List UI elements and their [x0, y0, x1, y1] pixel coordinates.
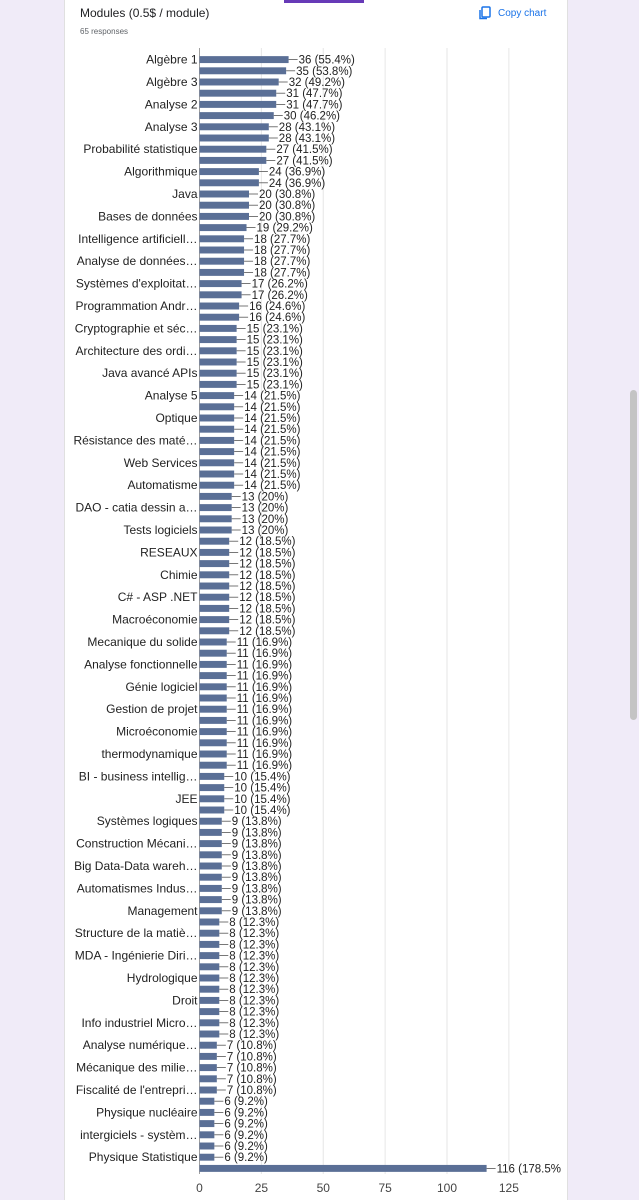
- copy-chart-label: Copy chart: [498, 7, 547, 19]
- value-label: 12 (18.5%): [239, 547, 296, 560]
- bar[interactable]: [200, 795, 225, 802]
- value-label: 6 (9.2%): [224, 1129, 268, 1142]
- value-label: 14 (21.5%): [244, 480, 301, 493]
- category-label: Systèmes d'exploitat…: [75, 276, 198, 291]
- value-label: 12 (18.5%): [239, 614, 296, 627]
- bar[interactable]: [200, 1098, 215, 1105]
- bar[interactable]: [200, 784, 225, 791]
- category-label: Hydrologique: [126, 971, 198, 985]
- bar[interactable]: [200, 303, 240, 310]
- value-label: 7 (10.8%): [226, 1073, 277, 1086]
- category-label: Algorithmique: [124, 164, 198, 179]
- bar[interactable]: [200, 616, 230, 623]
- value-label: 11 (16.9%): [236, 760, 293, 773]
- value-label: 8 (12.3%): [229, 1029, 280, 1041]
- bar[interactable]: [200, 807, 225, 814]
- value-label: 9 (13.8%): [231, 905, 282, 918]
- bar[interactable]: [200, 101, 277, 108]
- value-label: 14 (21.5%): [244, 457, 301, 470]
- category-label: Java: [172, 187, 198, 201]
- bar[interactable]: [200, 751, 227, 758]
- bar[interactable]: [200, 415, 235, 422]
- bar[interactable]: [200, 459, 235, 466]
- bar[interactable]: [200, 739, 227, 746]
- value-label: 6 (9.2%): [224, 1107, 268, 1120]
- bar[interactable]: [200, 1165, 487, 1172]
- bar[interactable]: [200, 359, 237, 366]
- value-label: 14 (21.5%): [244, 469, 301, 481]
- value-label: 11 (16.9%): [236, 659, 293, 672]
- value-label: 11 (16.9%): [236, 737, 293, 750]
- category-label: Droit: [172, 993, 198, 1008]
- value-label: 13 (20%): [241, 513, 289, 526]
- bar[interactable]: [200, 504, 232, 511]
- bar[interactable]: [200, 997, 220, 1004]
- category-label: thermodynamique: [101, 747, 198, 761]
- bar[interactable]: [200, 191, 250, 198]
- bar[interactable]: [200, 314, 240, 321]
- bar[interactable]: [200, 90, 277, 97]
- value-label: 11 (16.9%): [236, 704, 293, 717]
- bar[interactable]: [200, 403, 235, 410]
- value-label: 11 (16.9%): [236, 648, 293, 661]
- category-label: Architecture des ordi…: [75, 343, 198, 358]
- bar[interactable]: [200, 661, 227, 668]
- category-label: Tests logiciels: [123, 523, 198, 537]
- category-label: Génie logiciel: [125, 679, 198, 694]
- bar[interactable]: [200, 896, 222, 903]
- x-tick-label: 125: [498, 1181, 519, 1195]
- bar[interactable]: [200, 907, 222, 914]
- value-label: 31 (47.7%): [286, 99, 343, 112]
- x-tick-label: 0: [196, 1181, 203, 1195]
- category-label: Chimie: [160, 567, 198, 582]
- value-label: 11 (16.9%): [236, 726, 293, 739]
- category-label: Big Data-Data wareh…: [74, 859, 198, 873]
- category-label: Intelligence artificiell…: [78, 231, 198, 246]
- bar[interactable]: [200, 1064, 217, 1071]
- bar[interactable]: [200, 560, 230, 567]
- bar[interactable]: [200, 1131, 215, 1138]
- value-label: 10 (15.4%): [234, 771, 291, 784]
- value-label: 14 (21.5%): [244, 446, 301, 459]
- value-label: 15 (23.1%): [246, 345, 303, 358]
- bar[interactable]: [200, 840, 222, 847]
- bar[interactable]: [200, 639, 227, 646]
- category-label: Construction Mécani…: [76, 836, 198, 851]
- value-label: 24 (36.9%): [268, 177, 326, 190]
- value-label: 8 (12.3%): [229, 1006, 280, 1019]
- value-label: 9 (13.8%): [231, 883, 282, 896]
- category-label: BI - business intellig…: [78, 769, 198, 784]
- bar[interactable]: [200, 963, 220, 970]
- bar[interactable]: [200, 370, 237, 377]
- category-label: Macroéconomie: [112, 612, 198, 627]
- category-label: Probabilité statistique: [83, 142, 198, 157]
- bar[interactable]: [200, 571, 230, 578]
- value-label: 36 (55.4%): [298, 54, 355, 67]
- bar[interactable]: [200, 269, 245, 276]
- value-label: 12 (18.5%): [239, 603, 296, 616]
- bar[interactable]: [200, 235, 245, 242]
- bar[interactable]: [200, 448, 235, 455]
- bar[interactable]: [200, 1008, 220, 1015]
- value-label: 7 (10.8%): [226, 1051, 277, 1064]
- value-label: 13 (20%): [241, 491, 289, 504]
- bar[interactable]: [200, 482, 235, 489]
- bar[interactable]: [200, 1053, 217, 1060]
- x-tick-label: 25: [254, 1181, 269, 1195]
- bar[interactable]: [200, 885, 222, 892]
- category-label: Algèbre 3: [146, 75, 198, 89]
- value-label: 27 (41.5%): [276, 155, 333, 168]
- value-label: 12 (18.5%): [239, 592, 296, 605]
- value-label: 6 (9.2%): [224, 1141, 268, 1153]
- value-label: 18 (27.7%): [254, 267, 311, 280]
- bar[interactable]: [200, 325, 237, 332]
- bar[interactable]: [200, 941, 220, 948]
- bar[interactable]: [200, 605, 230, 612]
- bar[interactable]: [200, 952, 220, 959]
- bar[interactable]: [200, 650, 227, 657]
- value-label: 15 (23.1%): [246, 379, 303, 392]
- value-label: 19 (29.2%): [256, 222, 313, 235]
- bar[interactable]: [200, 874, 222, 881]
- value-label: 6 (9.2%): [224, 1118, 268, 1131]
- value-label: 17 (26.2%): [251, 278, 308, 291]
- category-label: Gestion de projet: [106, 702, 198, 717]
- value-label: 13 (20%): [241, 502, 289, 515]
- bar[interactable]: [200, 146, 267, 153]
- bar[interactable]: [200, 1042, 217, 1049]
- bar[interactable]: [200, 247, 245, 254]
- bar[interactable]: [200, 336, 237, 343]
- x-tick-label: 50: [316, 1181, 330, 1195]
- category-label: Résistance des maté…: [73, 433, 198, 448]
- value-label: 14 (21.5%): [244, 413, 301, 425]
- bar[interactable]: [200, 291, 242, 298]
- value-label: 11 (16.9%): [236, 749, 293, 761]
- category-label: Automatismes Indus…: [76, 881, 198, 896]
- value-label: 10 (15.4%): [234, 782, 291, 795]
- value-label: 12 (18.5%): [239, 569, 296, 582]
- bar[interactable]: [200, 1087, 217, 1094]
- bar[interactable]: [200, 392, 235, 399]
- bar[interactable]: [200, 437, 235, 444]
- value-label: 27 (41.5%): [276, 144, 333, 157]
- value-label: 11 (16.9%): [236, 670, 293, 683]
- bar[interactable]: [200, 280, 242, 287]
- category-label: DAO - catia dessin a…: [75, 500, 198, 515]
- value-label: 20 (30.8%): [259, 189, 316, 201]
- value-label: 15 (23.1%): [246, 334, 303, 347]
- bar[interactable]: [200, 56, 289, 63]
- category-label: Analyse 5: [144, 388, 198, 403]
- bar[interactable]: [200, 538, 230, 545]
- bar[interactable]: [200, 1143, 215, 1150]
- value-label: 8 (12.3%): [229, 1017, 280, 1030]
- category-label: Web Services: [123, 455, 198, 470]
- value-label: 15 (23.1%): [246, 368, 303, 381]
- value-label: 8 (12.3%): [229, 961, 280, 974]
- value-label: 6 (9.2%): [224, 1096, 268, 1109]
- category-label: Systèmes logiques: [96, 814, 198, 829]
- value-label: 7 (10.8%): [226, 1062, 277, 1075]
- category-label: Mécanique des milie…: [76, 1060, 198, 1075]
- bar[interactable]: [200, 168, 259, 175]
- value-label: 28 (43.1%): [278, 133, 336, 145]
- category-label: Management: [127, 903, 198, 918]
- bar[interactable]: [200, 717, 227, 724]
- bar[interactable]: [200, 471, 235, 478]
- bar[interactable]: [200, 381, 237, 388]
- bar[interactable]: [200, 829, 222, 836]
- bar[interactable]: [200, 1075, 217, 1082]
- bar[interactable]: [200, 818, 222, 825]
- value-label: 12 (18.5%): [239, 536, 296, 549]
- bar[interactable]: [200, 919, 220, 926]
- value-label: 11 (16.9%): [236, 681, 293, 694]
- category-label: Analyse 2: [144, 97, 198, 112]
- value-label: 16 (24.6%): [249, 312, 306, 325]
- bar[interactable]: [200, 179, 259, 186]
- value-label: 32 (49.2%): [288, 77, 345, 89]
- bar[interactable]: [200, 202, 250, 209]
- category-label: Automatisme: [127, 478, 198, 493]
- value-label: 10 (15.4%): [234, 793, 291, 806]
- category-label: Bases de données: [98, 209, 198, 224]
- value-label: 20 (30.8%): [259, 211, 316, 224]
- value-label: 8 (12.3%): [229, 973, 280, 985]
- category-label: Analyse numérique…: [82, 1038, 198, 1053]
- value-label: 14 (21.5%): [244, 390, 301, 403]
- bar[interactable]: [200, 515, 232, 522]
- value-label: 9 (13.8%): [231, 861, 282, 873]
- value-label: 18 (27.7%): [254, 233, 311, 246]
- bar[interactable]: [200, 986, 220, 993]
- bar[interactable]: [200, 583, 230, 590]
- value-label: 20 (30.8%): [259, 200, 316, 213]
- value-label: 12 (18.5%): [239, 581, 296, 593]
- x-tick-label: 75: [378, 1181, 392, 1195]
- value-label: 7 (10.8%): [226, 1085, 277, 1097]
- bar[interactable]: [200, 594, 230, 601]
- bar[interactable]: [200, 1031, 220, 1038]
- question-title: Modules (0.5$ / module): [80, 6, 210, 20]
- value-label: 24 (36.9%): [268, 166, 326, 179]
- value-label: 6 (9.2%): [224, 1152, 268, 1165]
- bar[interactable]: [200, 549, 230, 556]
- bar[interactable]: [200, 1120, 215, 1127]
- value-label: 11 (16.9%): [236, 715, 293, 728]
- category-label: RESEAUX: [140, 545, 198, 560]
- category-label: Microéconomie: [116, 724, 198, 739]
- value-label: 116 (178.5%: [496, 1163, 561, 1176]
- value-label: 11 (16.9%): [236, 637, 293, 649]
- value-label: 35 (53.8%): [296, 65, 353, 78]
- value-label: 8 (12.3%): [229, 917, 280, 929]
- bar[interactable]: [200, 706, 227, 713]
- value-label: 9 (13.8%): [231, 838, 282, 851]
- category-label: intergiciels - systèm…: [80, 1127, 198, 1142]
- value-label: 12 (18.5%): [239, 625, 296, 638]
- value-label: 11 (16.9%): [236, 693, 293, 705]
- category-label: JEE: [175, 791, 198, 806]
- response-count: 65 responses: [80, 27, 129, 36]
- value-label: 15 (23.1%): [246, 323, 303, 336]
- category-label: Physique nucléaire: [96, 1105, 198, 1120]
- bar[interactable]: [200, 79, 279, 86]
- value-label: 14 (21.5%): [244, 435, 301, 448]
- category-label: C# - ASP .NET: [117, 590, 198, 605]
- value-label: 8 (12.3%): [229, 984, 280, 997]
- bar[interactable]: [200, 672, 227, 679]
- value-label: 8 (12.3%): [229, 950, 280, 963]
- bar[interactable]: [200, 773, 225, 780]
- bar[interactable]: [200, 224, 247, 231]
- value-label: 8 (12.3%): [229, 939, 280, 952]
- bar[interactable]: [200, 527, 232, 534]
- value-label: 9 (13.8%): [231, 872, 282, 885]
- value-label: 30 (46.2%): [283, 110, 341, 123]
- category-label: Analyse fonctionnelle: [84, 657, 198, 672]
- value-label: 14 (21.5%): [244, 401, 301, 414]
- category-label: Physique Statistique: [88, 1150, 198, 1165]
- value-label: 18 (27.7%): [254, 245, 311, 257]
- bar[interactable]: [200, 975, 220, 982]
- value-label: 17 (26.2%): [251, 289, 308, 302]
- bar[interactable]: [200, 1109, 215, 1116]
- bar[interactable]: [200, 930, 220, 937]
- bar[interactable]: [200, 426, 235, 433]
- value-label: 9 (13.8%): [231, 827, 282, 840]
- value-label: 16 (24.6%): [249, 301, 306, 313]
- value-label: 13 (20%): [241, 525, 289, 537]
- bar[interactable]: [200, 863, 222, 870]
- bar[interactable]: [200, 683, 227, 690]
- bar[interactable]: [200, 762, 227, 769]
- category-label: Mecanique du solide: [87, 635, 198, 649]
- value-label: 8 (12.3%): [229, 995, 280, 1008]
- bar[interactable]: [200, 123, 269, 130]
- value-label: 9 (13.8%): [231, 816, 282, 829]
- category-label: Structure de la matiè…: [74, 926, 198, 941]
- category-label: Optique: [155, 411, 198, 425]
- category-label: Cryptographie et séc…: [74, 321, 198, 336]
- category-label: Fiscalité de l'entrepri…: [75, 1083, 198, 1097]
- bar[interactable]: [200, 112, 274, 119]
- value-label: 10 (15.4%): [234, 805, 291, 817]
- value-label: 14 (21.5%): [244, 424, 301, 437]
- value-label: 7 (10.8%): [226, 1040, 277, 1053]
- x-tick-label: 100: [436, 1181, 458, 1195]
- category-label: Java avancé APIs: [102, 366, 198, 381]
- value-label: 28 (43.1%): [278, 121, 336, 134]
- bar[interactable]: [200, 493, 232, 500]
- category-label: Analyse de données…: [76, 254, 198, 269]
- category-label: MDA - Ingénierie Diri…: [74, 948, 198, 963]
- value-label: 18 (27.7%): [254, 256, 311, 269]
- category-label: Analyse 3: [144, 119, 198, 134]
- bar[interactable]: [200, 67, 287, 74]
- bar[interactable]: [200, 157, 267, 164]
- bar[interactable]: [200, 213, 250, 220]
- value-label: 8 (12.3%): [229, 928, 280, 941]
- category-label: Programmation Andr…: [75, 299, 198, 313]
- bar[interactable]: [200, 258, 245, 265]
- bar[interactable]: [200, 695, 227, 702]
- bar[interactable]: [200, 728, 227, 735]
- value-label: 12 (18.5%): [239, 558, 296, 571]
- bar[interactable]: [200, 1154, 215, 1161]
- category-label: Algèbre 1: [146, 52, 198, 67]
- bar[interactable]: [200, 851, 222, 858]
- value-label: 9 (13.8%): [231, 894, 282, 907]
- bar[interactable]: [200, 135, 269, 142]
- bar[interactable]: [200, 627, 230, 634]
- value-label: 15 (23.1%): [246, 357, 303, 369]
- bar[interactable]: [200, 1019, 220, 1026]
- value-label: 31 (47.7%): [286, 88, 343, 101]
- bar[interactable]: [200, 347, 237, 354]
- category-label: Info industriel Micro…: [81, 1015, 198, 1030]
- value-label: 9 (13.8%): [231, 849, 282, 862]
